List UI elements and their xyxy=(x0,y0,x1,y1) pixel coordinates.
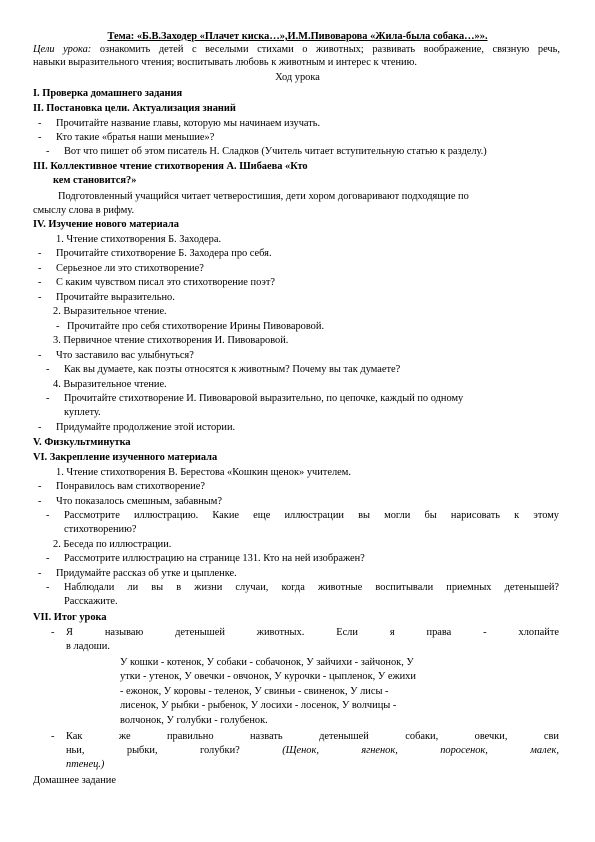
s6-item-6-line-2: Расскажите. xyxy=(64,596,118,607)
s7-list-line-1: У кошки - котенок, У собаки - собачонок, У зайчихи - зайчонок, У xyxy=(120,657,414,668)
s6-item-4: Рассмотрите иллюстрацию на странице 131. Кто на ней изображен? xyxy=(64,553,365,564)
section-6-title: VI. Закрепление изученного материала xyxy=(33,452,218,463)
bullet-dash: - xyxy=(38,132,42,143)
s6-item-3-line-1: Рассмотрите иллюстрацию. Какие еще иллюстрации вы могли бы нарисовать к этому xyxy=(64,510,559,521)
bullet-dash: - xyxy=(51,731,55,742)
bullet-dash: - xyxy=(38,292,42,303)
s7-item-2-line-2 xyxy=(66,744,559,757)
bullet-dash: - xyxy=(38,568,42,579)
bullet-dash: - xyxy=(56,321,60,332)
lesson-title: Тема: «Б.В.Заходер «Плачет киска…»,И.М.Пивоварова «Жила-была собака…»». xyxy=(107,31,488,42)
s7-item-1-line-2: в ладоши. xyxy=(66,641,110,652)
section-4-title: IV. Изучение нового материала xyxy=(33,219,179,230)
s7-item-2-question: ньи, рыбки, голубки? xyxy=(66,745,240,756)
s2-item-1: Прочитайте название главы, которую мы начинаем изучать. xyxy=(56,118,321,129)
s4-item-1: Прочитайте стихотворение Б. Заходера про себя. xyxy=(56,248,272,259)
s4-item-2: Серьезное ли это стихотворение? xyxy=(56,263,204,274)
goals-line-2: навыки выразительного чтения; воспитывать любовь к животным и интерес к чтению. xyxy=(33,57,417,68)
section-7-title: VII. Итог урока xyxy=(33,612,107,623)
section-3-title-1: III. Коллективное чтение стихотворения А. Шибаева «Кто xyxy=(33,161,308,172)
s6-item-2: Что показалось смешным, забавным? xyxy=(56,496,222,507)
homework-heading: Домашнее задание xyxy=(33,775,116,786)
s4-item-4: Прочитайте выразительно. xyxy=(56,292,175,303)
s2-item-3: Вот что пишет об этом писатель Н. Сладков (Учитель читает вступительную статью к разделу.) xyxy=(64,146,487,157)
s4-item-6: Что заставило вас улыбнуться? xyxy=(56,350,194,361)
s4-numbered-3: 3. Первичное чтение стихотворения И. Пивоваровой. xyxy=(53,335,289,346)
s7-list-line-3: - ежонок, У коровы - теленок, У свиньи - свиненок, У лисы - xyxy=(120,686,389,697)
s7-item-1-line-1: Я называю детенышей животных. Если я права - хлопайте xyxy=(66,627,559,638)
s6-item-5: Придумайте рассказ об утке и цыпленке. xyxy=(56,568,237,579)
section-5-title: V. Физкультминутка xyxy=(33,437,131,448)
s2-item-2: Кто такие «братья наши меньшие»? xyxy=(56,132,215,143)
bullet-dash: - xyxy=(38,248,42,259)
s6-item-3-line-2: стихотворению? xyxy=(64,524,137,535)
s6-numbered-1: 1. Чтение стихотворения В. Берестова «Кошкин щенок» учителем. xyxy=(56,467,351,478)
section-1-title: I. Проверка домашнего задания xyxy=(33,88,183,99)
lesson-flow-heading: Ход урока xyxy=(275,72,320,83)
s4-numbered-2: 2. Выразительное чтение. xyxy=(53,306,167,317)
goals-text-1: ознакомить детей с веселыми стихами о животных; развивать воображение, связную речь, xyxy=(99,44,560,55)
bullet-dash: - xyxy=(38,263,42,274)
s3-paragraph-1: Подготовленный учащийся читает четверостишия, дети хором договаривают подходящие по xyxy=(58,191,469,202)
s7-list-line-4: лисенок, У рыбки - рыбенок, У лосихи - лосенок, У волчицы - xyxy=(120,700,397,711)
section-2-title: II. Постановка цели. Актуализация знаний xyxy=(33,103,236,114)
s6-item-1: Понравилось вам стихотворение? xyxy=(56,481,205,492)
s7-item-2-answer: (Щенок, ягненок, поросенок, малек, xyxy=(282,745,559,756)
bullet-dash: - xyxy=(38,118,42,129)
bullet-dash: - xyxy=(38,481,42,492)
s4-numbered-1: 1. Чтение стихотворения Б. Заходера. xyxy=(56,234,222,245)
s4-item-3: С каким чувством писал это стихотворение поэт? xyxy=(56,277,276,288)
bullet-dash: - xyxy=(38,496,42,507)
s4-item-9: Придумайте продолжение этой истории. xyxy=(56,422,236,433)
s4-numbered-4: 4. Выразительное чтение. xyxy=(53,379,167,390)
s3-paragraph-2: смыслу слова в рифму. xyxy=(33,205,135,216)
s7-item-2-line-1: Как же правильно назвать детенышей собаки, овечки, сви xyxy=(66,731,559,742)
bullet-dash: - xyxy=(46,146,50,157)
s6-item-6-line-1: Наблюдали ли вы в жизни случаи, когда животные воспитывали приемных детенышей? xyxy=(64,582,559,593)
bullet-dash: - xyxy=(46,393,50,404)
bullet-dash: - xyxy=(46,582,50,593)
bullet-dash: - xyxy=(46,364,50,375)
s6-numbered-2: 2. Беседа по иллюстрации. xyxy=(53,539,172,550)
s4-item-5: Прочитайте про себя стихотворение Ирины Пивоваровой. xyxy=(67,321,325,332)
bullet-dash: - xyxy=(46,553,50,564)
s4-item-8-line-1: Прочитайте стихотворение И. Пивоваровой выразительно, по цепочке, каждый по одному xyxy=(64,393,464,404)
s7-list-line-5: волчонок, У голубки - голубенок. xyxy=(120,715,268,726)
s4-item-8-line-2: куплету. xyxy=(64,407,101,418)
s7-item-2-line-3: птенец.) xyxy=(66,759,105,770)
bullet-dash: - xyxy=(38,277,42,288)
goals-line-1 xyxy=(33,43,560,56)
bullet-dash: - xyxy=(38,422,42,433)
s4-item-7: Как вы думаете, как поэты относятся к животным? Почему вы так думаете? xyxy=(64,364,401,375)
s7-list-line-2: утки - утенок, У овечки - овчонок, У курочки - цыпленок, У ежихи xyxy=(120,671,416,682)
bullet-dash: - xyxy=(38,350,42,361)
bullet-dash: - xyxy=(46,510,50,521)
section-3-title-2: кем становится?» xyxy=(53,175,137,186)
goals-label: Цели урока: xyxy=(33,44,92,55)
bullet-dash: - xyxy=(51,627,55,638)
